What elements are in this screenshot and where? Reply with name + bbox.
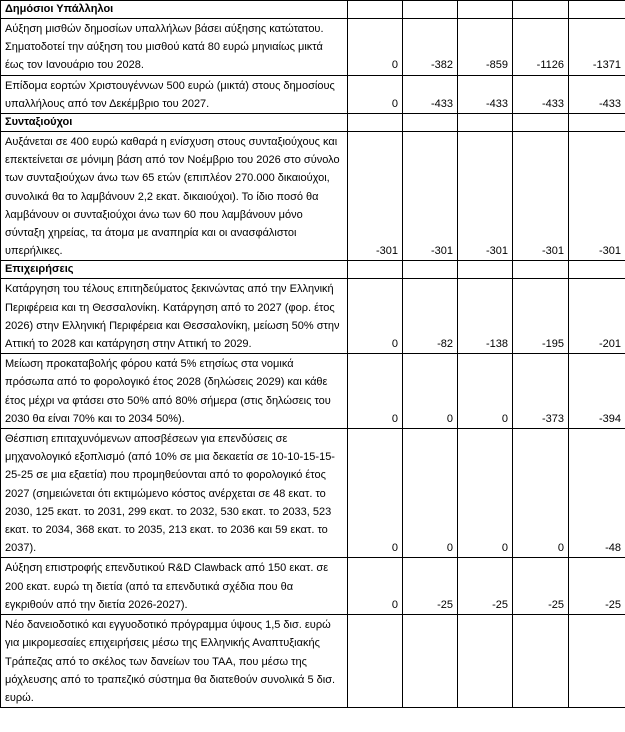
section-title: Δημόσιοι Υπάλληλοι (1, 1, 348, 19)
measure-row (1, 429, 625, 558)
section-empty-cell (458, 114, 513, 132)
section-empty-cell (403, 114, 458, 132)
measure-value-4 (513, 615, 569, 708)
section-header-row (1, 261, 625, 279)
measure-row (1, 75, 625, 113)
measure-description: Αυξάνεται σε 400 ευρώ καθαρά η ενίσχυση στους συνταξιούχους και επεκτείνεται σε μόνιμη βάση από τον Νοέμβριο του 2026 στο σύνολο των συνταξιούχων άνω των 65 ετών (επιπλέον 270.000 δικαιούχοι, συνολικά θα το λαμβάνουν 2,2 εκατ. δικαιούχοι). Το ίδιο ποσό θα λαμβάνουν οι συνταξιούχοι άνω των 60 που λαμβάνουν μόνο σύνταξη χηρείας, τα άτομα με αναπηρία και οι ανασφάλιστοι υπερήλικες. (1, 132, 348, 261)
measure-description: Νέο δανειοδοτικό και εγγυοδοτικό πρόγραμμα ύψους 1,5 δισ. ευρώ για μικρομεσαίες επιχειρήσεις μέσω της Ελληνικής Αναπτυξιακής Τράπεζας από το σκέλος των δανείων του ΤΑΑ, που μέσω της μόχλευσης από το τραπεζικό σύστημα θα διατεθούν συνολικά 5 δισ. ευρώ. (1, 615, 348, 708)
measure-description: Μείωση προκαταβολής φόρου κατά 5% ετησίως στα νομικά πρόσωπα από το φορολογικό έτος 2028 (δηλώσεις 2029) και κάθε έτος μέχρι να φτάσει στο 50% από 80% σήμερα (στις δηλώσεις του 2030 θα είναι 70% και το 2034 50%). (1, 354, 348, 429)
measure-row (1, 615, 625, 708)
measure-row (1, 132, 625, 261)
measure-value-3: -138 (458, 279, 513, 354)
measure-description: Αύξηση μισθών δημοσίων υπαλλήλων βάσει αύξησης κατώτατου. Σηματοδοτεί την αύξηση του μισθού κατά 80 ευρώ μηνιαίως μικτά έως τον Ιανουάριο του 2028. (1, 19, 348, 76)
measure-value-5: -48 (569, 429, 625, 558)
measure-value-2: -301 (403, 132, 458, 261)
section-header-row (1, 1, 625, 19)
measure-value-1: 0 (348, 19, 403, 76)
measure-value-4: -1126 (513, 19, 569, 76)
measure-value-4: -373 (513, 354, 569, 429)
measure-value-2: 0 (403, 429, 458, 558)
measure-value-5: -433 (569, 75, 625, 113)
measure-value-1: 0 (348, 75, 403, 113)
section-empty-cell (403, 1, 458, 19)
section-empty-cell (513, 261, 569, 279)
section-empty-cell (458, 1, 513, 19)
measure-value-3 (458, 615, 513, 708)
section-title: Συνταξιούχοι (1, 114, 348, 132)
measure-row (1, 19, 625, 76)
section-empty-cell (569, 1, 625, 19)
measure-description: Επίδομα εορτών Χριστουγέννων 500 ευρώ (μικτά) στους δημοσίους υπαλλήλους από τον Δεκέμβριο του 2027. (1, 75, 348, 113)
measure-value-4: -195 (513, 279, 569, 354)
measure-value-3: 0 (458, 429, 513, 558)
measure-value-3: 0 (458, 354, 513, 429)
section-empty-cell (513, 114, 569, 132)
section-empty-cell (458, 261, 513, 279)
measure-row (1, 558, 625, 615)
measure-value-2: 0 (403, 354, 458, 429)
measure-value-5 (569, 615, 625, 708)
measure-value-3: -301 (458, 132, 513, 261)
measure-value-4: -433 (513, 75, 569, 113)
section-header-row (1, 114, 625, 132)
measure-value-1: -301 (348, 132, 403, 261)
section-empty-cell (403, 261, 458, 279)
section-empty-cell (513, 1, 569, 19)
measure-value-5: -1371 (569, 19, 625, 76)
section-empty-cell (348, 261, 403, 279)
measures-table-body (1, 1, 625, 708)
measure-value-2: -433 (403, 75, 458, 113)
measure-description: Αύξηση επιστροφής επενδυτικού R&D Clawback από 150 εκατ. σε 200 εκατ. ευρώ τη διετία (από τα επενδυτικά σχέδια που θα εγκριθούν από την διετία 2026-2027). (1, 558, 348, 615)
measure-value-2: -382 (403, 19, 458, 76)
measure-value-1: 0 (348, 429, 403, 558)
section-empty-cell (569, 114, 625, 132)
measure-value-2: -82 (403, 279, 458, 354)
measure-value-1: 0 (348, 558, 403, 615)
measure-value-5: -201 (569, 279, 625, 354)
measure-value-4: -25 (513, 558, 569, 615)
measure-value-2 (403, 615, 458, 708)
measure-value-4: -301 (513, 132, 569, 261)
measure-value-3: -433 (458, 75, 513, 113)
measure-description: Θέσπιση επιταχυνόμενων αποσβέσεων για επενδύσεις σε μηχανολογικό εξοπλισμό (από 10% σε μια δεκαετία σε 10-10-15-15-25-25 σε μια εξαετία) που προμηθεύονται από το φορολογικό έτος 2027 (σημειώνεται ότι εκτιμώμενο κόστος ανέρχεται σε 48 εκατ. το 2030, 125 εκατ. το 2031, 299 εκατ. το 2032, 530 εκατ. το 2033, 523 εκατ. το 2034, 368 εκατ. το 2035, 213 εκατ. το 2036 και 59 εκατ. το 2037). (1, 429, 348, 558)
measure-value-5: -394 (569, 354, 625, 429)
measure-value-5: -301 (569, 132, 625, 261)
section-empty-cell (348, 1, 403, 19)
measure-value-5: -25 (569, 558, 625, 615)
measure-value-3: -859 (458, 19, 513, 76)
measure-row (1, 354, 625, 429)
measure-row (1, 279, 625, 354)
measure-value-4: 0 (513, 429, 569, 558)
measure-value-1 (348, 615, 403, 708)
measure-value-1: 0 (348, 354, 403, 429)
section-empty-cell (348, 114, 403, 132)
measure-value-2: -25 (403, 558, 458, 615)
measure-value-1: 0 (348, 279, 403, 354)
section-title: Επιχειρήσεις (1, 261, 348, 279)
measure-description: Κατάργηση του τέλους επιτηδεύματος ξεκινώντας από την Ελληνική Περιφέρεια και τη Θεσσαλονίκη. Κατάργηση από το 2027 (φορ. έτος 2026) στην Ελληνική Περιφέρεια και Θεσσαλονίκη, μείωση 50% στην Αττική το 2028 και κατάργηση στην Αττική το 2029. (1, 279, 348, 354)
measure-value-3: -25 (458, 558, 513, 615)
section-empty-cell (569, 261, 625, 279)
